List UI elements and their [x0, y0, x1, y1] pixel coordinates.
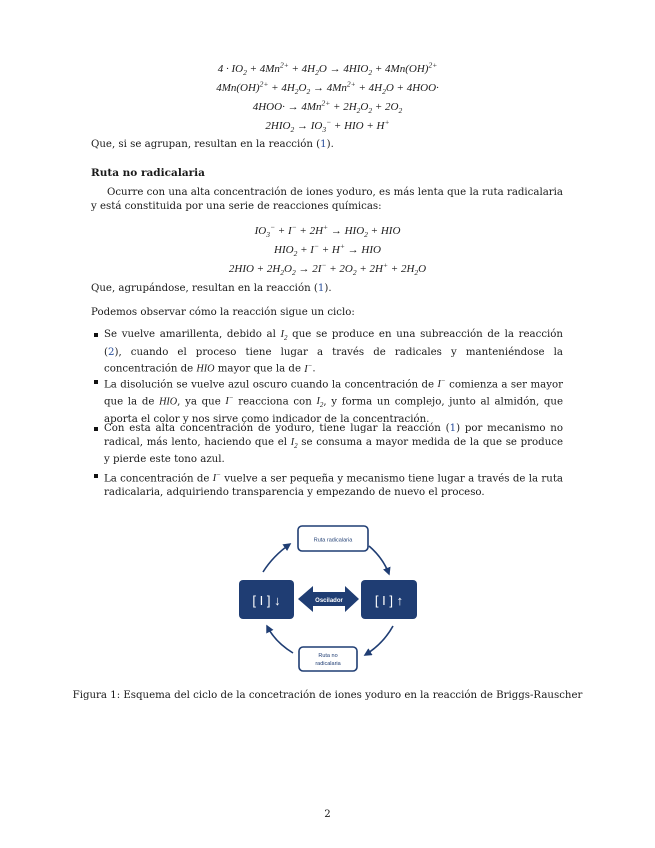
section-heading: Ruta no radicalaria	[91, 167, 205, 179]
left-box-label: [ I ] ↓	[252, 593, 281, 608]
bullet-icon	[94, 333, 98, 337]
list-item: Se vuelve amarillenta, debido al $I_2$ que se produce en una subreacción de la reacción (2), cuando el proceso tiene lugar a través de radicales y manteniéndose la concentración de HIO mayor que la de I−.	[104, 328, 563, 376]
list-item: La concentración de I− vuelve a ser pequeña y mecanismo tiene lugar a través de la ruta radicalaria, adquiriendo transparencia y empezando de nuevo el proceso.	[104, 469, 563, 500]
equation-6: $HIO_2 + I^- + H^+$ → HIO	[274, 241, 381, 259]
arrow-bottom-to-left	[267, 626, 293, 653]
bottom-box-label-1: Ruta no	[318, 653, 338, 659]
equation-2: $4Mn(OH)^{2+} + 4H_2O_2 \to 4Mn^{2+} + 4H_2O + 4HOO\cdot$	[216, 79, 439, 97]
arrow-top-to-right	[369, 546, 389, 574]
bullet-icon	[94, 474, 98, 478]
paragraph-non-radical: Ocurre con una alta concentración de iones yoduro, es más lenta que la ruta radicalaria y está constituida por una serie de reacciones químicas:	[91, 187, 563, 212]
equation-4: $2HIO_2 \to IO_3^-$ + HIO + H+	[265, 117, 390, 135]
right-box-label: [ I ] ↑	[374, 593, 404, 608]
page-number: 2	[324, 809, 331, 820]
reaction-ref-link[interactable]: 1	[320, 139, 327, 150]
bullet-icon	[94, 380, 98, 384]
arrow-right-to-bottom	[365, 626, 393, 655]
equation-1: $4 \cdot IO_2 + 4Mn^{2+} + 4H_2O \to 4HIO_2 + 4Mn(OH)^{2+}$	[217, 60, 438, 78]
equation-3: $4HOO\cdot \to 4Mn^{2+} + 2H_2O_2 + 2O_2$	[252, 98, 403, 116]
paragraph-group-result: Que, si se agrupan, resultan en la reacción (1).	[91, 139, 334, 150]
paragraph-cycle-intro: Podemos observar cómo la reacción sigue un ciclo:	[91, 307, 355, 318]
list-item: Con esta alta concentración de yoduro, tiene lugar la reacción (1) por mecanismo no radical, más lento, haciendo que el $I_2$ se consuma a mayor medida de la que se produce y pierde este tono azul.	[104, 422, 563, 467]
list-item: La disolución se vuelve azul oscuro cuando la concentración de I− comienza a ser mayor que la de HIO, ya que I− reacciona con $I_2$, y forma un complejo, junto al almidón, que aporta el color y nos sirve como indicador de la concentración.	[104, 375, 563, 427]
equation-5: $IO_3^- + I^- + 2H^+ \to HIO_2$ + HIO	[254, 222, 401, 240]
cycle-diagram	[233, 520, 433, 680]
reaction-ref-link[interactable]: 1	[317, 283, 325, 294]
arrow-left-to-top	[263, 544, 290, 572]
figure-caption: Figura 1: Esquema del ciclo de la concetración de iones yoduro en la reacción de Briggs-Rauscher	[72, 690, 583, 701]
equation-7: $2HIO + 2H_2O_2 \to 2I^- + 2O_2 + 2H^+ + 2H_2O$	[228, 260, 427, 278]
bullet-icon	[94, 427, 98, 431]
bottom-box	[299, 647, 357, 671]
bottom-box-label-2: radicalaria	[315, 661, 341, 667]
top-box-label: Ruta radicalaria	[313, 537, 353, 544]
oscillator-label: Oscilador	[315, 598, 343, 604]
paragraph-grouping: Que, agrupándose, resultan en la reacción (1).	[91, 283, 332, 294]
